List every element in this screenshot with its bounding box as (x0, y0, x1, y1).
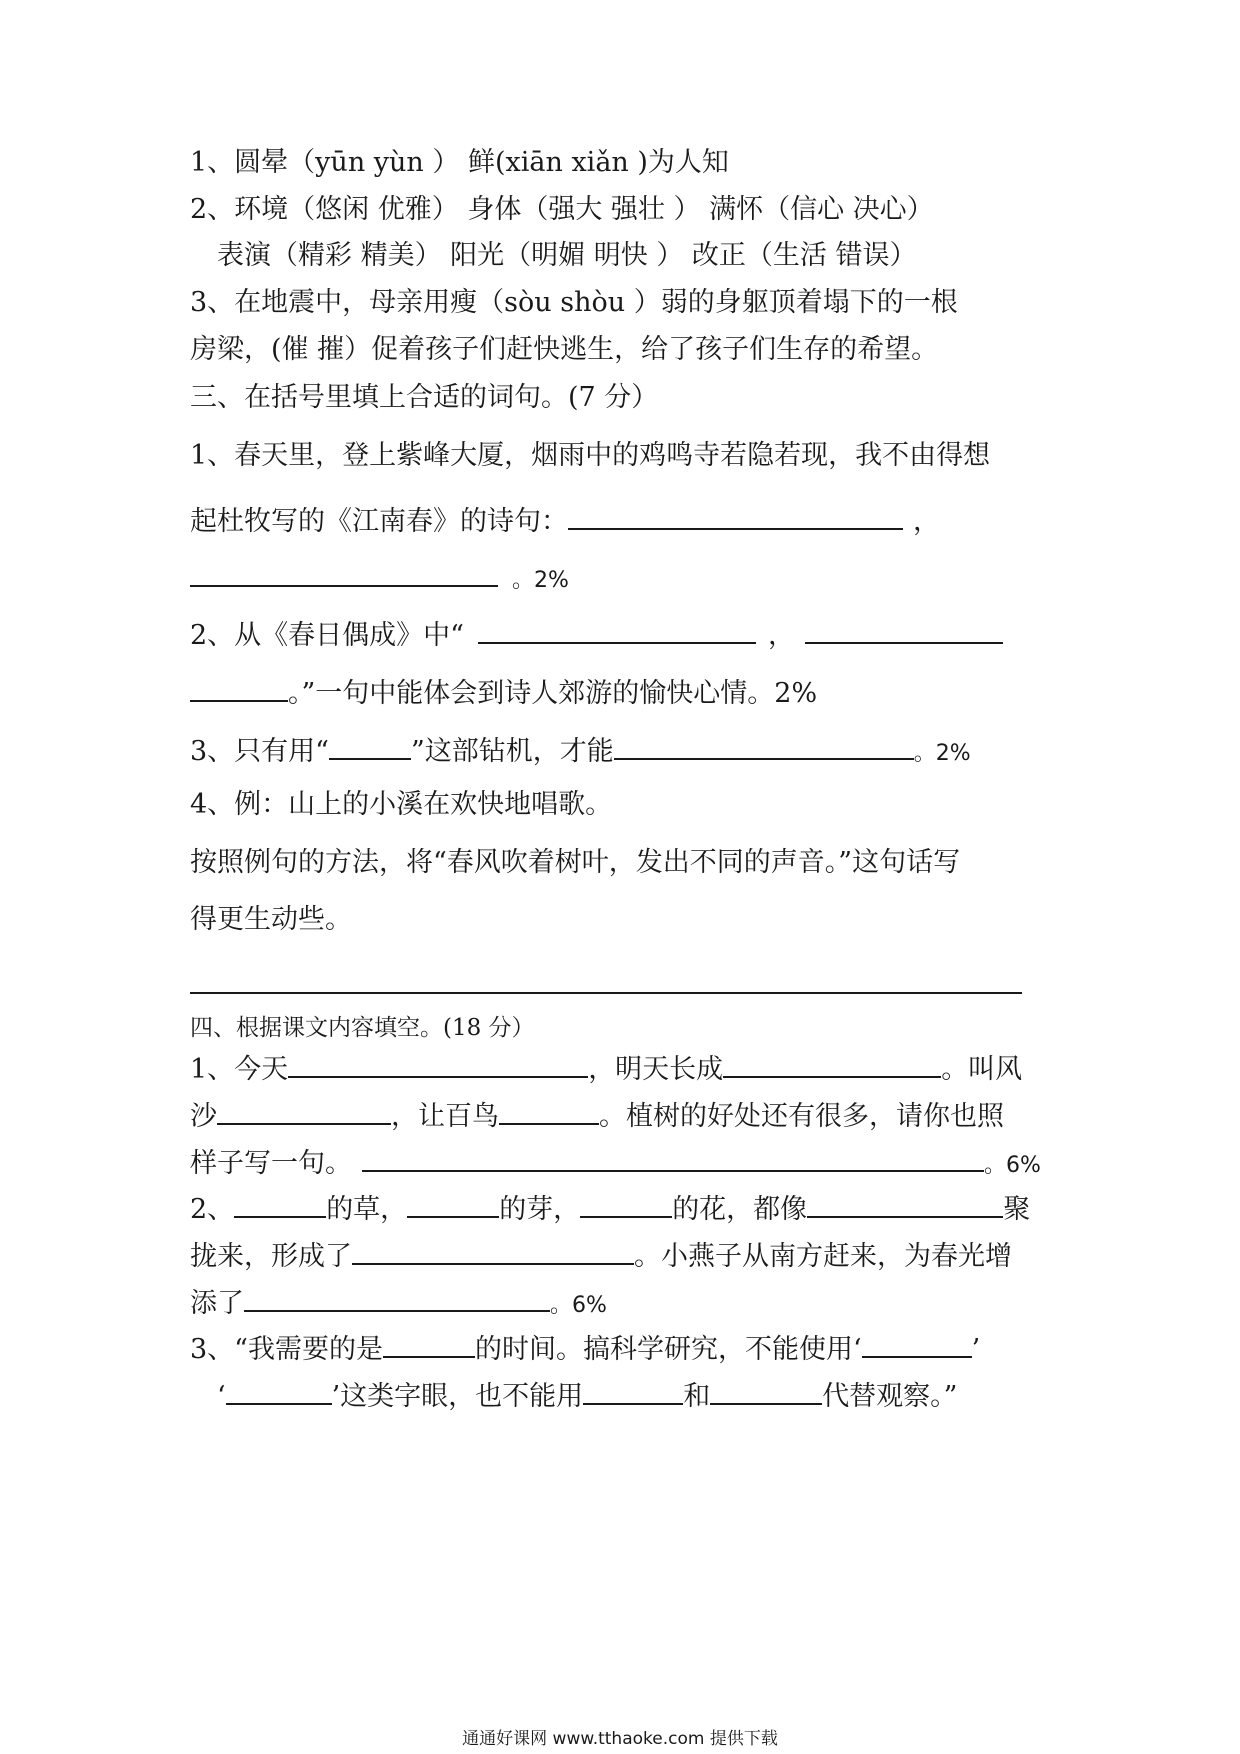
q2-line-5: 房梁，(催 摧）促着孩子们赶快逃生，给了孩子们生存的希望。 (190, 334, 939, 365)
text: 沙 (190, 1101, 217, 1132)
q3-4-example: 4、例：山上的小溪在欢快地唱歌。 (190, 789, 613, 820)
text: 样子写一句。 (190, 1148, 352, 1179)
blank[interactable] (288, 1048, 588, 1078)
blank[interactable] (807, 1188, 1003, 1218)
points: 。2% (913, 741, 971, 766)
blank[interactable] (710, 1375, 822, 1405)
text: 2、 (190, 1194, 235, 1225)
q4-3-line-1 (190, 1328, 980, 1368)
blank[interactable] (862, 1328, 972, 1358)
points: 。2% (512, 568, 569, 593)
q3-4-instruction-1: 按照例句的方法，将“春风吹着树叶，发出不同的声音。”这句话写 (190, 847, 961, 878)
q4-3-line-2 (217, 1375, 958, 1415)
page-footer: 通通好课网 www.tthaoke.com 提供下载 (462, 1729, 778, 1749)
text: 的时间。搞科学研究，不能使用‘ (474, 1334, 862, 1365)
q3-1-line-1: 1、春天里，登上紫峰大厦，烟雨中的鸡鸣寺若隐若现，我不由得想 (190, 440, 991, 471)
section-4-heading: 四、根据课文内容填空。(18 分） (190, 1015, 535, 1041)
blank[interactable] (583, 1375, 683, 1405)
q4-1-line-2 (190, 1095, 1004, 1135)
text: 。小燕子从南方赶来，为春光增 (634, 1241, 1012, 1272)
text: 的芽， (499, 1194, 581, 1225)
q3-2-line-2 (190, 672, 817, 712)
text: ’ (971, 1334, 981, 1365)
blank[interactable] (614, 730, 914, 760)
points: 。6% (550, 1293, 607, 1318)
q3-2-tail: 。”一句中能体会到诗人郊游的愉快心情。2% (288, 678, 818, 709)
q2-line-4: 3、在地震中，母亲用瘦（sòu shòu ）弱的身躯顶着塌下的一根 (190, 287, 958, 318)
text: ，让百鸟 (391, 1101, 499, 1132)
blank[interactable] (499, 1095, 599, 1125)
blank[interactable] (190, 557, 498, 587)
q3-1-line-2 (190, 500, 940, 540)
blank[interactable] (407, 1188, 499, 1218)
text: 的花，都像 (672, 1194, 808, 1225)
text: 。叫风 (941, 1054, 1023, 1085)
text: 拢来，形成了 (190, 1241, 352, 1272)
q4-2-line-1 (190, 1188, 1030, 1228)
blank[interactable] (329, 730, 411, 760)
answer-line[interactable] (190, 992, 1022, 994)
q4-2-line-3 (190, 1282, 607, 1324)
text: 。植树的好处还有很多，请你也照 (599, 1101, 1004, 1132)
q3-3-text-b: ”这部钻机，才能 (410, 736, 614, 767)
q3-3-line (190, 730, 971, 772)
q3-1-line-3 (190, 557, 569, 599)
blank[interactable] (234, 1188, 326, 1218)
text: ‘ (217, 1381, 226, 1412)
blank[interactable] (383, 1328, 475, 1358)
q2-line-2: 2、环境（悠闲 优雅） 身体（强大 强壮 ） 满怀（信心 决心） (190, 194, 934, 225)
text: 和 (683, 1381, 711, 1412)
q3-3-text-a: 3、只有用“ (190, 736, 329, 767)
blank[interactable] (723, 1048, 941, 1078)
text: ，明天长成 (588, 1054, 724, 1085)
text: 的草， (326, 1194, 408, 1225)
blank[interactable] (568, 500, 903, 530)
q3-2-line-1 (190, 614, 1003, 654)
q3-1-text: 起杜牧写的《江南春》的诗句： (190, 506, 568, 537)
text: 代替观察。” (822, 1381, 958, 1412)
text: 1、今天 (190, 1054, 289, 1085)
q3-4-instruction-2: 得更生动些。 (190, 904, 352, 935)
q4-2-line-2 (190, 1235, 1012, 1275)
blank[interactable] (352, 1235, 634, 1265)
blank[interactable] (217, 1095, 391, 1125)
punct: ， (913, 506, 940, 537)
text: 3、“我需要的是 (190, 1334, 383, 1365)
q2-line-3: 表演（精彩 精美） 阳光（明媚 明快 ） 改正（生活 错误） (217, 240, 917, 271)
q4-1-line-3 (190, 1142, 1041, 1184)
text: 添了 (190, 1288, 244, 1319)
blank[interactable] (190, 672, 288, 702)
q3-2-text: 2、从《春日偶成》中“ (190, 620, 464, 651)
punct: ， (767, 620, 795, 651)
blank[interactable] (362, 1142, 984, 1172)
text: 聚 (1003, 1194, 1031, 1225)
section-3-heading: 三、在括号里填上合适的词句。(7 分） (190, 382, 659, 413)
q2-line-1: 1、圆晕（yūn yùn ） 鲜(xiān xiǎn )为人知 (190, 147, 729, 178)
blank[interactable] (478, 614, 756, 644)
blank[interactable] (580, 1188, 672, 1218)
points: 。6% (984, 1153, 1041, 1178)
q4-1-line-1 (190, 1048, 1022, 1088)
text: ’这类字眼，也不能用 (331, 1381, 584, 1412)
blank[interactable] (805, 614, 1003, 644)
blank[interactable] (226, 1375, 332, 1405)
blank[interactable] (244, 1282, 550, 1312)
